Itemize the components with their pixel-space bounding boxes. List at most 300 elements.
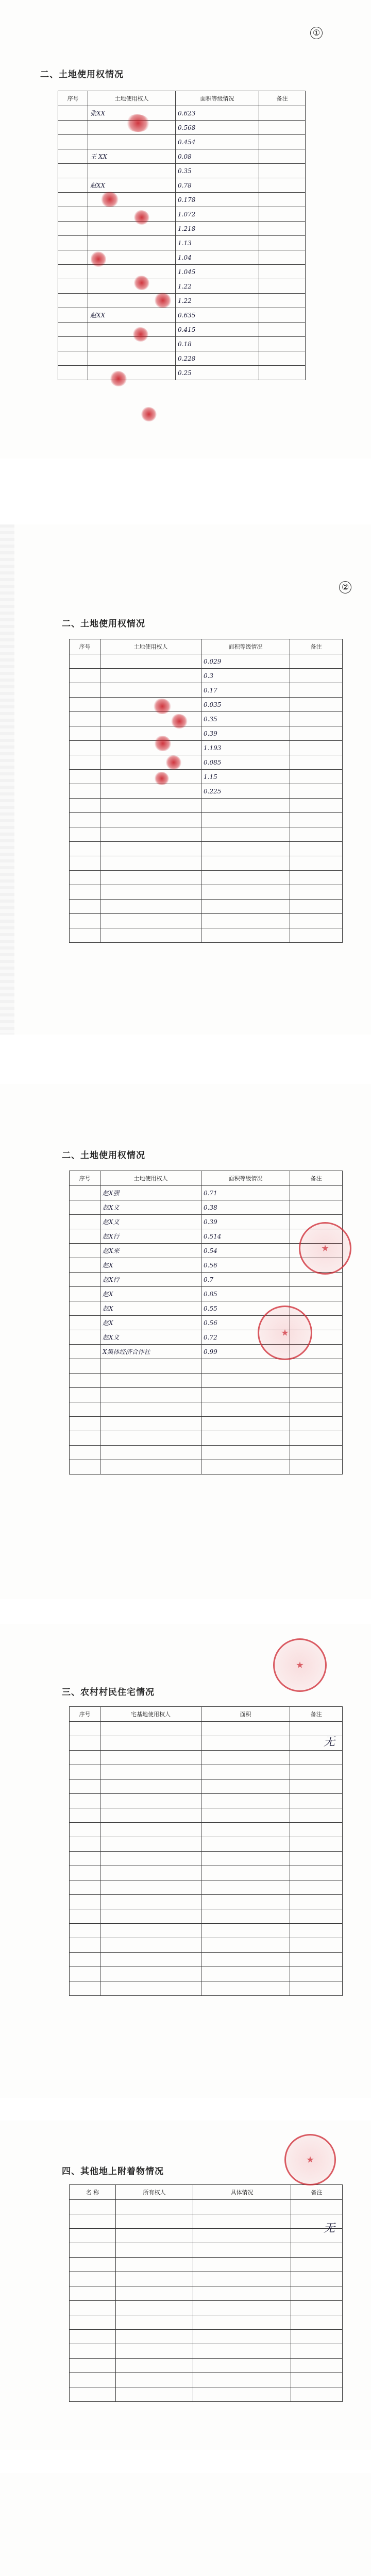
empty-cell: [290, 1780, 343, 1794]
empty-cell: [70, 2286, 116, 2301]
area-cell: 0.56: [201, 1258, 290, 1273]
area-cell: [201, 1402, 290, 1417]
empty-cell: [193, 2229, 291, 2243]
note-cell: [290, 683, 343, 698]
table-row: [70, 813, 343, 827]
area-cell: [201, 900, 290, 914]
none-mark: 无: [324, 1736, 335, 1749]
table-row: [58, 121, 306, 135]
header-detail: 具体情况: [193, 2185, 291, 2200]
index-cell: [70, 885, 100, 900]
empty-cell: [290, 1880, 343, 1895]
table-row: [70, 784, 343, 799]
empty-cell: [100, 1823, 201, 1837]
owner-cell: [88, 337, 176, 351]
index-cell: [70, 669, 100, 683]
area-cell: 0.38: [201, 1200, 290, 1215]
owner-cell: 赵X强: [100, 1186, 201, 1200]
owner-cell: 赵XX: [88, 308, 176, 323]
owner-cell: [100, 856, 201, 871]
empty-cell: [201, 1880, 290, 1895]
table-row: [70, 2387, 343, 2402]
empty-cell: [70, 1765, 100, 1780]
index-cell: [70, 827, 100, 842]
area-cell: 0.85: [201, 1287, 290, 1301]
index-cell: [58, 193, 88, 207]
table-row: [70, 1981, 343, 1996]
index-cell: [58, 164, 88, 178]
area-cell: 0.25: [176, 366, 259, 380]
owner-cell: [100, 1460, 201, 1475]
index-cell: [70, 698, 100, 712]
header-note: 备注: [290, 1707, 343, 1722]
table-row: [70, 2272, 343, 2286]
index-cell: [70, 1258, 100, 1273]
area-cell: [201, 1374, 290, 1388]
table-row: [70, 1417, 343, 1431]
table-row: [70, 1967, 343, 1981]
area-cell: 0.029: [201, 654, 290, 669]
index-cell: [70, 1374, 100, 1388]
empty-cell: [291, 2272, 343, 2286]
table-row: [70, 799, 343, 813]
table-row: [70, 1823, 343, 1837]
index-cell: [70, 712, 100, 726]
note-cell: [290, 712, 343, 726]
table-row: [70, 2286, 343, 2301]
table-row: [70, 683, 343, 698]
note-cell: [259, 106, 306, 121]
area-cell: 0.568: [176, 121, 259, 135]
area-cell: 0.228: [176, 351, 259, 366]
table-row: [70, 928, 343, 943]
table-row: [70, 2330, 343, 2344]
empty-cell: [116, 2229, 193, 2243]
page-2: [0, 524, 371, 1035]
note-cell: [259, 222, 306, 236]
index-cell: [58, 207, 88, 222]
note-cell: [290, 842, 343, 856]
area-cell: [201, 813, 290, 827]
table-row: [70, 712, 343, 726]
owner-cell: [100, 741, 201, 755]
owner-cell: 赵X: [100, 1301, 201, 1316]
page-number: ①: [310, 27, 323, 39]
owner-cell: [100, 871, 201, 885]
empty-cell: [290, 1852, 343, 1866]
table-row: [70, 2359, 343, 2373]
empty-cell: [116, 2330, 193, 2344]
table-row: [70, 900, 343, 914]
owner-cell: [100, 842, 201, 856]
table-row: [70, 1736, 343, 1751]
table-row: [58, 279, 306, 294]
section-title: 三、农村村民住宅情况: [62, 1687, 155, 1698]
area-cell: 1.22: [176, 294, 259, 308]
area-cell: 1.04: [176, 250, 259, 265]
fingerprint-stamp: [154, 699, 171, 714]
page-1: [0, 0, 371, 459]
area-cell: [201, 1359, 290, 1374]
area-cell: 0.56: [201, 1316, 290, 1330]
header-owner: 土地使用权人: [100, 1171, 201, 1186]
table-row: [70, 698, 343, 712]
owner-cell: 赵X行: [100, 1273, 201, 1287]
empty-cell: [100, 1981, 201, 1996]
owner-cell: [100, 928, 201, 943]
header-area: 面积: [201, 1707, 290, 1722]
owner-cell: [88, 222, 176, 236]
index-cell: [58, 236, 88, 250]
owner-cell: [88, 366, 176, 380]
empty-cell: [193, 2373, 291, 2387]
owner-cell: [100, 669, 201, 683]
index-cell: [70, 1316, 100, 1330]
note-cell: [259, 279, 306, 294]
page-5: [0, 2121, 371, 2450]
table-row: [70, 1909, 343, 1924]
note-cell: [290, 1446, 343, 1460]
area-cell: 0.3: [201, 669, 290, 683]
empty-cell: [70, 1780, 100, 1794]
note-cell: [290, 1359, 343, 1374]
table-row: [70, 1446, 343, 1460]
note-cell: [290, 1273, 343, 1287]
note-cell: [259, 207, 306, 222]
owner-cell: [100, 784, 201, 799]
area-cell: 1.13: [176, 236, 259, 250]
page-3: [0, 1084, 371, 1599]
owner-cell: 赵X义: [100, 1200, 201, 1215]
table-row: [70, 1374, 343, 1388]
owner-cell: [88, 135, 176, 149]
table-row: [58, 222, 306, 236]
table-row: [70, 842, 343, 856]
index-cell: [70, 1287, 100, 1301]
area-cell: 1.218: [176, 222, 259, 236]
note-cell: [259, 135, 306, 149]
official-seal: [273, 1638, 327, 1692]
fingerprint-stamp: [101, 192, 119, 207]
owner-cell: [100, 683, 201, 698]
empty-cell: [201, 1751, 290, 1765]
header-item: 名 称: [70, 2185, 116, 2200]
empty-cell: [201, 1981, 290, 1996]
note-cell: [290, 1431, 343, 1446]
table-row: [70, 885, 343, 900]
area-cell: [201, 1431, 290, 1446]
table-row: [58, 178, 306, 193]
page-6: [0, 2473, 371, 2576]
empty-cell: [116, 2373, 193, 2387]
area-cell: 0.635: [176, 308, 259, 323]
table-row: [70, 2229, 343, 2243]
area-cell: 0.72: [201, 1330, 290, 1345]
index-cell: [58, 366, 88, 380]
empty-cell: [70, 2229, 116, 2243]
note-cell: [290, 770, 343, 784]
note-cell: [290, 669, 343, 683]
index-cell: [70, 1345, 100, 1359]
empty-cell: [290, 1751, 343, 1765]
empty-cell: [290, 1967, 343, 1981]
empty-cell: [193, 2272, 291, 2286]
empty-cell: [193, 2200, 291, 2214]
empty-cell: [201, 1780, 290, 1794]
empty-cell: [100, 1895, 201, 1909]
area-cell: 0.55: [201, 1301, 290, 1316]
empty-cell: [291, 2373, 343, 2387]
note-cell: [259, 337, 306, 351]
empty-cell: [291, 2387, 343, 2402]
empty-cell: [116, 2286, 193, 2301]
owner-cell: [88, 351, 176, 366]
table-header-row: [70, 1707, 343, 1722]
index-cell: [70, 1186, 100, 1200]
empty-cell: [70, 2330, 116, 2344]
note-cell: [290, 755, 343, 770]
note-cell: [259, 178, 306, 193]
owner-cell: [100, 1431, 201, 1446]
table-row: [58, 323, 306, 337]
empty-cell: [201, 1924, 290, 1938]
index-cell: [70, 1301, 100, 1316]
area-cell: 0.17: [201, 683, 290, 698]
empty-cell: [291, 2301, 343, 2315]
empty-cell: [70, 2200, 116, 2214]
table-row: [70, 1273, 343, 1287]
note-cell: [290, 871, 343, 885]
empty-cell: [201, 1808, 290, 1823]
index-cell: [70, 1330, 100, 1345]
header-area: 面积等级情况: [201, 639, 290, 654]
table-row: [70, 856, 343, 871]
table-row: [58, 164, 306, 178]
empty-cell: [70, 1794, 100, 1808]
empty-cell: [201, 1736, 290, 1751]
empty-cell: [193, 2301, 291, 2315]
table-row: [70, 2258, 343, 2272]
owner-cell: [100, 1388, 201, 1402]
empty-cell: [100, 1967, 201, 1981]
area-cell: 0.35: [176, 164, 259, 178]
area-cell: [201, 871, 290, 885]
empty-cell: [291, 2243, 343, 2258]
index-cell: [58, 250, 88, 265]
empty-cell: [100, 1953, 201, 1967]
empty-cell: [290, 1837, 343, 1852]
area-cell: 0.39: [201, 1215, 290, 1229]
note-cell: [290, 1287, 343, 1301]
index-cell: [70, 928, 100, 943]
index-cell: [58, 294, 88, 308]
index-cell: [70, 1388, 100, 1402]
owner-cell: [88, 164, 176, 178]
owner-cell: [100, 698, 201, 712]
owner-cell: [100, 1402, 201, 1417]
index-cell: [70, 726, 100, 741]
table-row: [70, 755, 343, 770]
header-area: 面积等级情况: [201, 1171, 290, 1186]
owner-cell: [100, 900, 201, 914]
owner-cell: [88, 265, 176, 279]
note-cell: [290, 1388, 343, 1402]
land-use-table: [58, 91, 306, 380]
area-cell: 1.15: [201, 770, 290, 784]
fingerprint-stamp: [141, 407, 157, 421]
empty-cell: [290, 1866, 343, 1880]
index-cell: [70, 784, 100, 799]
table-row: [70, 1924, 343, 1938]
empty-cell: [70, 1722, 100, 1736]
table-row: [70, 1460, 343, 1475]
empty-cell: [290, 1909, 343, 1924]
table-row: [58, 265, 306, 279]
fingerprint-stamp: [155, 736, 171, 751]
owner-cell: [88, 279, 176, 294]
fingerprint-stamp: [91, 251, 106, 267]
index-cell: [58, 149, 88, 164]
empty-cell: [290, 1981, 343, 1996]
index-cell: [58, 308, 88, 323]
official-seal: [284, 2134, 336, 2185]
note-cell: [290, 654, 343, 669]
owner-cell: [100, 813, 201, 827]
index-cell: [70, 1229, 100, 1244]
empty-cell: [100, 1866, 201, 1880]
owner-cell: 赵X: [100, 1287, 201, 1301]
fingerprint-stamp: [166, 755, 181, 770]
fingerprint-stamp: [110, 371, 127, 386]
empty-cell: [201, 1794, 290, 1808]
empty-cell: [70, 1823, 100, 1837]
area-cell: 0.454: [176, 135, 259, 149]
table-row: [70, 2214, 343, 2229]
index-cell: [58, 106, 88, 121]
owner-cell: 赵X义: [100, 1330, 201, 1345]
table-row: [70, 871, 343, 885]
page-4: [0, 1624, 371, 2098]
note-cell: [259, 323, 306, 337]
empty-cell: [70, 1880, 100, 1895]
empty-cell: [70, 1852, 100, 1866]
empty-cell: [291, 2315, 343, 2330]
note-cell: [290, 900, 343, 914]
note-cell: [259, 193, 306, 207]
table-row: [70, 654, 343, 669]
empty-cell: [290, 1924, 343, 1938]
index-cell: [58, 178, 88, 193]
note-cell: [290, 1200, 343, 1215]
empty-cell: [201, 1909, 290, 1924]
table-row: [70, 1287, 343, 1301]
note-cell: [290, 784, 343, 799]
index-cell: [70, 1402, 100, 1417]
index-cell: [70, 1215, 100, 1229]
fingerprint-stamp: [155, 772, 169, 785]
empty-cell: [290, 1938, 343, 1953]
empty-cell: [100, 1938, 201, 1953]
empty-cell: [70, 2258, 116, 2272]
owner-cell: [100, 755, 201, 770]
empty-cell: [290, 1895, 343, 1909]
area-cell: 1.193: [201, 741, 290, 755]
empty-cell: [291, 2330, 343, 2344]
area-cell: 0.225: [201, 784, 290, 799]
empty-cell: [100, 1722, 201, 1736]
table-row: [70, 1388, 343, 1402]
note-cell: [290, 726, 343, 741]
header-note: 备注: [259, 91, 306, 106]
header-owner: 土地使用权人: [88, 91, 176, 106]
index-cell: [70, 799, 100, 813]
empty-cell: [291, 2359, 343, 2373]
area-cell: 0.415: [176, 323, 259, 337]
note-cell: [290, 827, 343, 842]
empty-cell: [116, 2200, 193, 2214]
empty-cell: [70, 1924, 100, 1938]
table-row: [70, 2301, 343, 2315]
area-cell: 0.35: [201, 712, 290, 726]
owner-cell: [88, 323, 176, 337]
empty-cell: [70, 2359, 116, 2373]
owner-cell: 王 XX: [88, 149, 176, 164]
note-cell: [259, 250, 306, 265]
empty-cell: [116, 2272, 193, 2286]
table-row: [70, 2373, 343, 2387]
index-cell: [70, 1244, 100, 1258]
header-index: 序号: [70, 1171, 100, 1186]
table-header-row: [70, 1171, 343, 1186]
empty-cell: [193, 2330, 291, 2344]
empty-cell: [193, 2359, 291, 2373]
owner-cell: [88, 207, 176, 222]
index-cell: [70, 683, 100, 698]
index-cell: [70, 1446, 100, 1460]
empty-cell: [70, 1938, 100, 1953]
note-cell: [290, 741, 343, 755]
table-row: [70, 1895, 343, 1909]
index-cell: [70, 871, 100, 885]
index-cell: [58, 135, 88, 149]
empty-cell: [290, 1765, 343, 1780]
table-row: [58, 149, 306, 164]
empty-cell: [193, 2387, 291, 2402]
index-cell: [70, 1359, 100, 1374]
attachments-table: [69, 2184, 343, 2402]
area-cell: 0.514: [201, 1229, 290, 1244]
empty-cell: [193, 2258, 291, 2272]
note-cell: [259, 366, 306, 380]
none-mark: 无: [324, 2222, 335, 2235]
owner-cell: [100, 1374, 201, 1388]
table-row: [58, 193, 306, 207]
empty-cell: [193, 2214, 291, 2229]
official-seal: [258, 1306, 312, 1360]
table-row: [58, 236, 306, 250]
table-row: [58, 351, 306, 366]
empty-cell: [70, 1736, 100, 1751]
table-row: [70, 2243, 343, 2258]
fingerprint-stamp: [126, 114, 150, 132]
fingerprint-stamp: [155, 293, 171, 308]
table-row: [70, 1186, 343, 1200]
owner-cell: 赵X义: [100, 1215, 201, 1229]
empty-cell: [116, 2243, 193, 2258]
area-cell: 0.08: [176, 149, 259, 164]
index-cell: [70, 770, 100, 784]
empty-cell: [100, 1909, 201, 1924]
